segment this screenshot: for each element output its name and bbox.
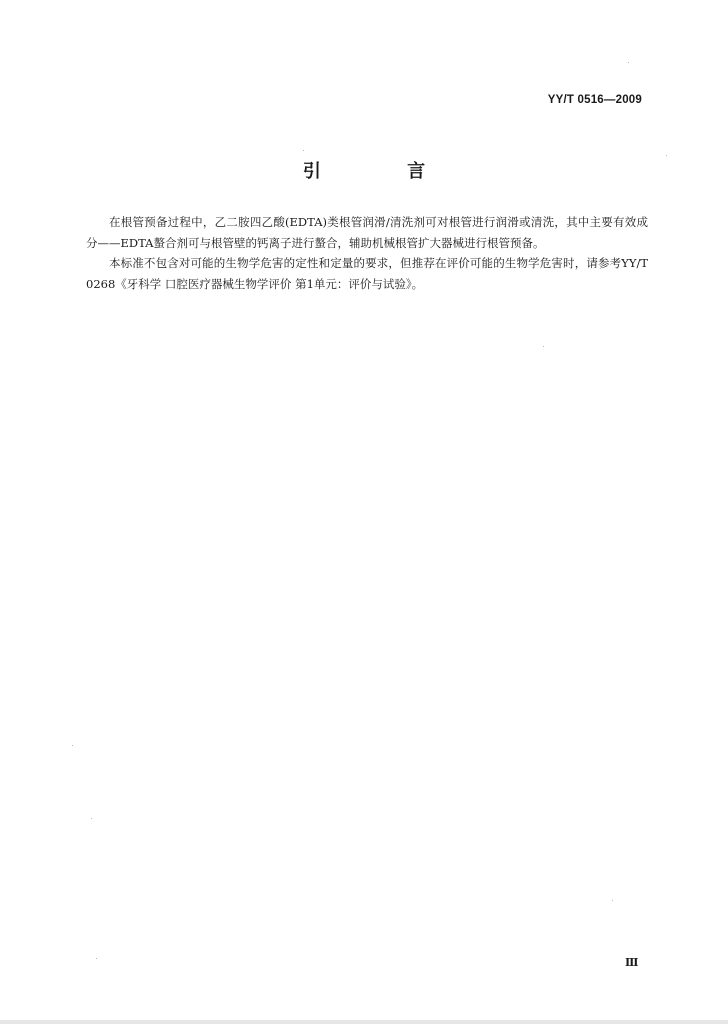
scan-edge bbox=[0, 1020, 728, 1024]
paragraph-2: 本标准不包含对可能的生物学危害的定性和定量的要求，但推荐在评价可能的生物学危害时，请参考YY/T 0268《牙科学 口腔医疗器械生物学评价 第1单元：评价与试验》。 bbox=[86, 256, 648, 291]
paragraph-1: 在根管预备过程中，乙二胺四乙酸(EDTA)类根管润滑/清洗剂可对根管进行润滑或清洗，其中主要有效成分——EDTA螯合剂可与根管壁的钙离子进行螯合，辅助机械根管扩大器械进行根管预备。 bbox=[86, 215, 648, 250]
scan-speck bbox=[303, 150, 304, 151]
standard-code: YY/T 0516—2009 bbox=[547, 94, 642, 106]
scan-speck bbox=[628, 62, 629, 63]
body-text bbox=[86, 212, 648, 294]
scan-speck bbox=[612, 900, 613, 901]
scan-speck bbox=[666, 155, 667, 156]
scan-speck bbox=[543, 346, 544, 347]
scan-speck bbox=[96, 958, 97, 959]
page-number: Ⅲ bbox=[625, 956, 639, 969]
scan-speck bbox=[72, 745, 73, 746]
scan-speck bbox=[91, 818, 92, 819]
page-title: 引 言 bbox=[302, 161, 466, 182]
